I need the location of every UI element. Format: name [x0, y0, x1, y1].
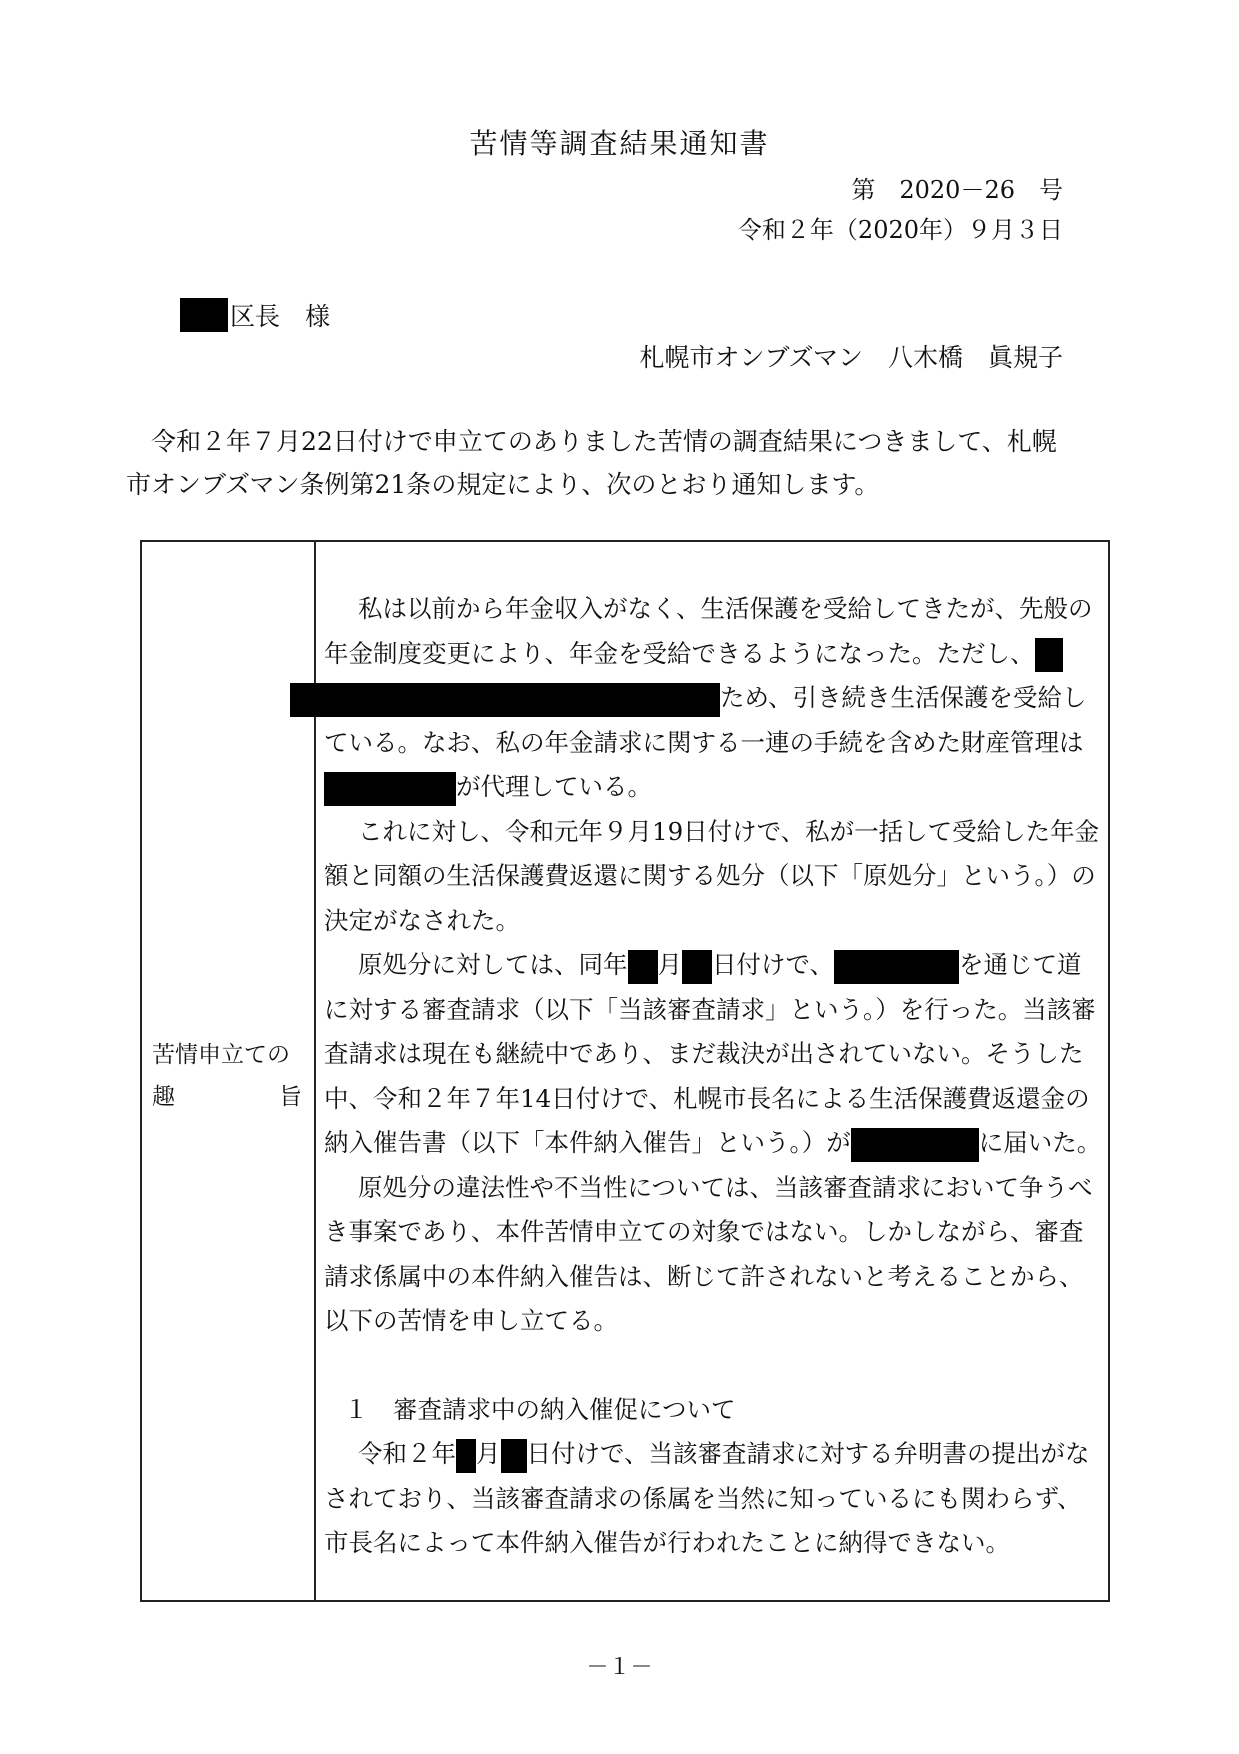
redaction-block: [1035, 638, 1063, 672]
paragraph: [324, 1432, 1104, 1566]
label-line: [152, 1076, 302, 1118]
text-run: ため、引き続き生活保護を受給している。なお、私の年金請求に関する一連の手続を含めた財産管理は: [324, 683, 1087, 757]
label-line: 苦情申立ての: [152, 1042, 290, 1068]
paragraph: これに対し、令和元年９月19日付けで、私が一括して受給した年金額と同額の生活保護費返還に関する処分（以下「原処分」という。）の決定がなされた。: [324, 816, 1100, 935]
text-run: が代理している。: [456, 772, 652, 801]
table-label: [152, 1034, 312, 1118]
document-title: 苦情等調査結果通知書: [469, 127, 770, 160]
text-run: 月: [476, 1439, 501, 1468]
intro-line: 市オンブズマン条例第21条の規定により、次のとおり通知します。: [126, 470, 880, 499]
text-run: 月: [657, 950, 682, 979]
document-date: 令和２年（2020年）９月３日: [737, 216, 1063, 244]
spacer: [324, 1344, 1104, 1388]
redaction-block: [456, 1439, 476, 1473]
text-run: 日付けで、当該審査請求に対する弁明書の提出がなされており、当該審査請求の係属を当然に知っているにも関わらず、市長名によって本件納入催告が行われたことに納得できない。: [324, 1439, 1090, 1557]
text-run: 令和２年: [358, 1439, 456, 1468]
redaction-block: [682, 950, 712, 984]
redaction-block: [180, 298, 228, 332]
section-heading: １ 審査請求中の納入催促について: [344, 1394, 736, 1424]
text-run: 日付けで、: [712, 950, 835, 979]
redaction-block: [290, 683, 720, 717]
page-number: －１－: [586, 1655, 653, 1680]
paragraph: [324, 587, 1104, 810]
addressee-suffix: 区長 様: [230, 302, 331, 331]
sender-name: 札幌市オンブズマン 八木橋 眞規子: [639, 343, 1063, 372]
paragraph: 原処分の違法性や不当性については、当該審査請求において争うべき事案であり、本件苦情申立ての対象ではない。しかしながら、審査請求係属中の本件納入催告は、断じて許されないと考えることから、以下の苦情を申し立てる。: [324, 1172, 1093, 1335]
redaction-block: [851, 1128, 979, 1162]
table-body: [324, 587, 1104, 1566]
document-number: 第 2020－26 号: [851, 176, 1063, 204]
text-run: に届いた。: [978, 1128, 1102, 1157]
complaint-table: [140, 540, 1110, 1602]
text-run: 原処分に対しては、同年: [358, 950, 628, 979]
addressee: [180, 297, 330, 333]
text-run: を通じて道に対する審査請求（以下「当該審査請求」という。）を行った。当該審査請求は現在も継続中であり、まだ裁決が出されていない。そうした中、令和２年７年14日付けで、札幌市長名による生活保護費返還金の納入催告書（以下「本件納入催告」という。）が: [324, 950, 1096, 1157]
text-run: 私は以前から年金収入がなく、生活保護を受給してきたが、先般の年金制度変更により、年金を受給できるようになった。ただし、: [324, 594, 1093, 668]
redaction-block: [501, 1439, 527, 1473]
redaction-block: [834, 950, 959, 984]
paragraph: [324, 943, 1104, 1166]
redaction-block: [324, 772, 456, 806]
label-char: 旨: [279, 1084, 302, 1110]
redaction-block: [628, 950, 658, 984]
intro-line: 令和２年７月22日付けで申立てのありました苦情の調査結果につきまして、札幌: [151, 427, 1057, 456]
intro-paragraph: [126, 420, 1111, 506]
label-char: 趣: [152, 1084, 175, 1110]
